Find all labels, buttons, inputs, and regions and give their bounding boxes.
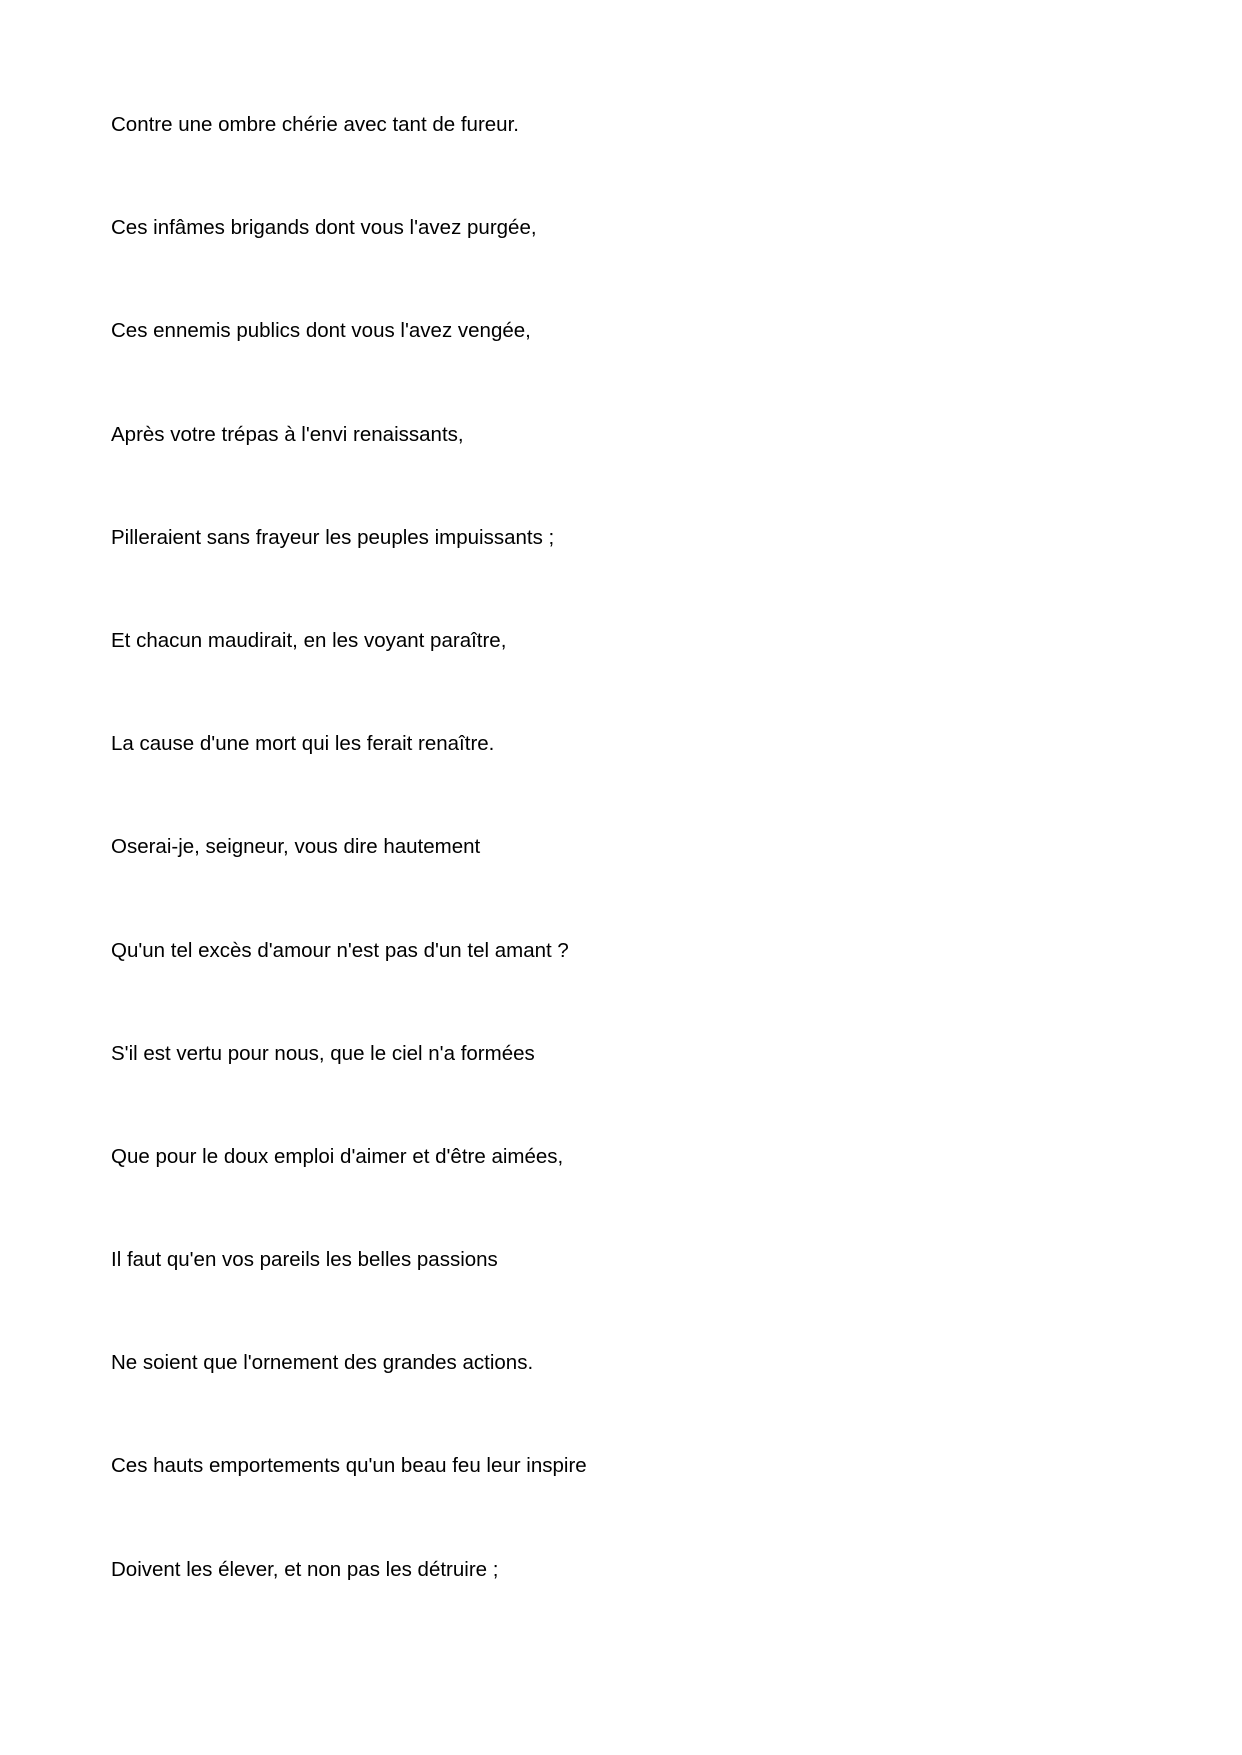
verse-line-5: Pilleraient sans frayeur les peuples impuissants ; bbox=[111, 525, 555, 549]
verse-line-3: Ces ennemis publics dont vous l'avez vengée, bbox=[111, 319, 531, 343]
verse-line-6: Et chacun maudirait, en les voyant paraître, bbox=[111, 628, 507, 652]
verse-list bbox=[111, 111, 587, 1659]
verse-line-13: Ne soient que l'ornement des grandes actions. bbox=[111, 1351, 534, 1375]
verse-line-14: Ces hauts emportements qu'un beau feu leur inspire bbox=[111, 1454, 587, 1478]
verse-line-2: Ces infâmes brigands dont vous l'avez purgée, bbox=[111, 216, 537, 240]
verse-line-12: Il faut qu'en vos pareils les belles passions bbox=[111, 1248, 498, 1272]
verse-line-15: Doivent les élever, et non pas les détruire ; bbox=[111, 1557, 499, 1581]
verse-line-7: La cause d'une mort qui les ferait renaître. bbox=[111, 732, 495, 756]
verse-line-9: Qu'un tel excès d'amour n'est pas d'un tel amant ? bbox=[111, 938, 569, 962]
verse-line-8: Oserai-je, seigneur, vous dire hautement bbox=[111, 835, 481, 859]
verse-line-4: Après votre trépas à l'envi renaissants, bbox=[111, 422, 464, 446]
verse-line-10: S'il est vertu pour nous, que le ciel n'a formées bbox=[111, 1041, 535, 1065]
verse-line-11: Que pour le doux emploi d'aimer et d'être aimées, bbox=[111, 1144, 564, 1168]
verse-line-1: Contre une ombre chérie avec tant de fureur. bbox=[111, 113, 519, 136]
